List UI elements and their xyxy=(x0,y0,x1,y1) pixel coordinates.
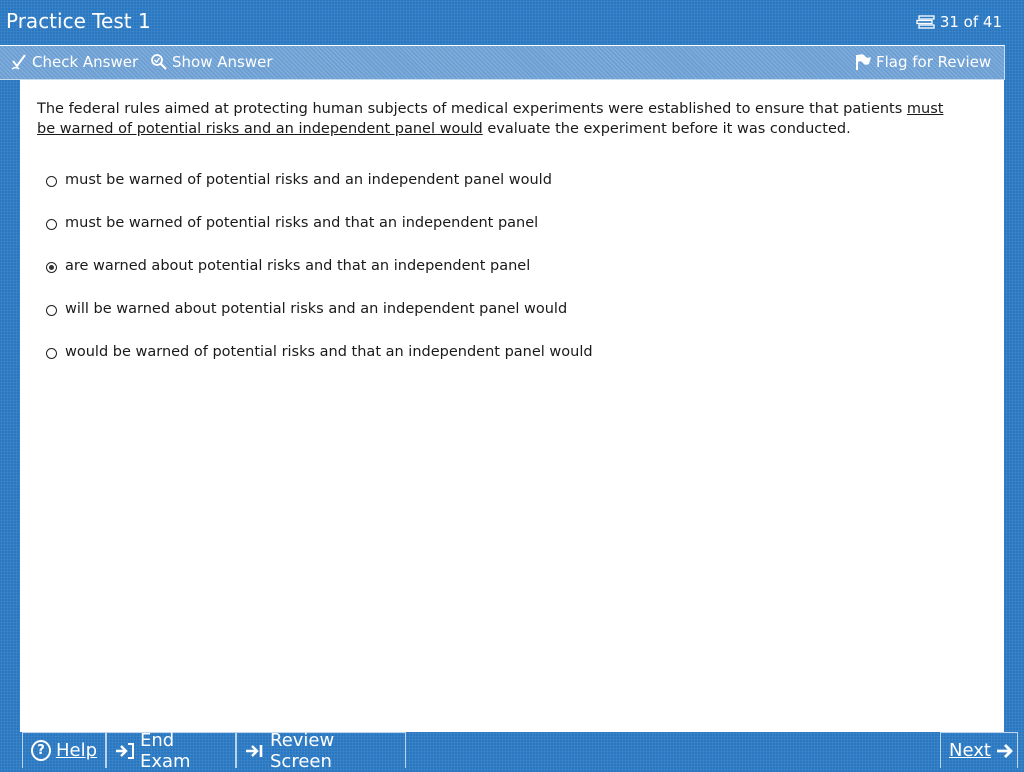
end-exam-button[interactable] xyxy=(106,729,236,772)
review-screen-label: Review Screen xyxy=(270,729,335,772)
answer-label-e: would be warned of potential risks and that an independent panel would xyxy=(65,343,593,360)
check-answer-button[interactable] xyxy=(10,53,138,71)
answer-label-d: will be warned about potential risks and an independent panel would xyxy=(65,300,568,317)
answer-option-e[interactable] xyxy=(46,330,593,373)
answer-option-a[interactable] xyxy=(46,158,593,201)
radio-button-d[interactable] xyxy=(46,305,57,316)
help-button[interactable] xyxy=(22,732,106,768)
help-label: Help xyxy=(55,740,97,761)
radio-button-c[interactable] xyxy=(46,262,57,273)
flag-for-review-label: Flag for Review xyxy=(876,53,992,71)
radio-button-a[interactable] xyxy=(46,176,57,187)
question-panel xyxy=(20,80,1004,732)
flag-for-review-button[interactable] xyxy=(854,53,991,71)
answer-option-c[interactable] xyxy=(46,244,593,287)
radio-button-b[interactable] xyxy=(46,219,57,230)
question-counter xyxy=(916,13,1002,31)
end-exam-label: End Exam xyxy=(140,729,191,772)
show-answer-label: Show Answer xyxy=(172,53,273,71)
review-screen-button[interactable] xyxy=(236,729,406,772)
next-label: Next xyxy=(949,740,991,761)
answer-label-b: must be warned of potential risks and that an independent panel xyxy=(65,214,539,231)
answer-options xyxy=(46,158,593,373)
question-prefix: The federal rules aimed at protecting human subjects of medical experiments were established to ensure that patients xyxy=(37,101,907,117)
flag-icon xyxy=(854,53,872,71)
title-bar xyxy=(0,0,1024,44)
check-icon xyxy=(10,53,28,71)
bottom-bar xyxy=(0,729,1024,772)
answer-label-a: must be warned of potential risks and an independent panel would xyxy=(65,171,552,188)
show-answer-button[interactable] xyxy=(150,53,273,71)
next-button[interactable] xyxy=(940,732,1018,768)
question-suffix: evaluate the experiment before it was conducted. xyxy=(482,121,851,137)
counter-text: 31 of 41 xyxy=(939,13,1002,31)
app-title: Practice Test 1 xyxy=(6,9,151,33)
toolbar xyxy=(0,45,1005,80)
radio-button-e[interactable] xyxy=(46,348,57,359)
stack-icon xyxy=(916,15,936,29)
check-answer-label: Check Answer xyxy=(32,53,139,71)
question-text xyxy=(37,99,957,139)
arrow-right-icon xyxy=(996,742,1014,760)
answer-option-d[interactable] xyxy=(46,287,593,330)
answer-label-c: are warned about potential risks and that an independent panel xyxy=(65,257,531,274)
arrow-to-bar-icon xyxy=(245,742,265,760)
exit-icon xyxy=(115,742,135,760)
answer-option-b[interactable] xyxy=(46,201,593,244)
magnify-check-icon xyxy=(150,53,168,71)
question-underlined: must be warned of potential risks and an independent panel would xyxy=(37,101,944,137)
help-icon: ? xyxy=(31,740,51,761)
